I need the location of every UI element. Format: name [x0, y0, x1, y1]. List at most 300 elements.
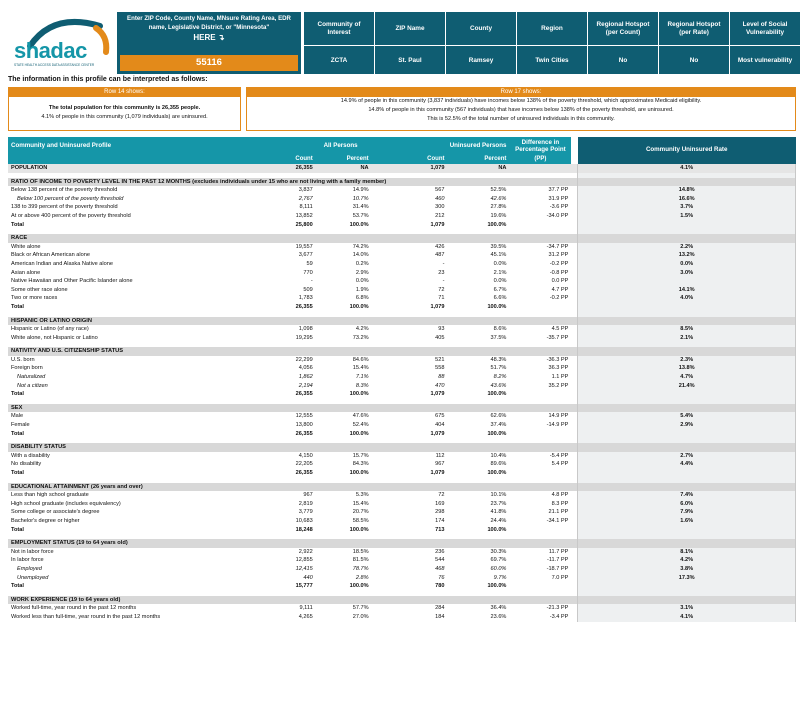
table-row — [8, 251, 796, 260]
table-row — [8, 277, 796, 286]
table-row — [8, 390, 796, 399]
count-cell: 26,355 — [295, 430, 313, 437]
row-label: With a disability — [11, 452, 50, 459]
percent-cell: 0.0% — [355, 278, 369, 285]
row17-line1: 14.9% of people in this community (3,837 individuals) have incomes below 138% of the poverty threshold, which approximates Medicaid eligibility. — [340, 98, 702, 104]
row-label: Asian alone — [11, 269, 41, 276]
uninsured-percent-cell: 62.6% — [490, 413, 507, 420]
rate-cell: 2.3% — [578, 356, 796, 365]
row-label: Less than high school graduate — [11, 492, 89, 499]
uninsured-count-cell: 468 — [435, 565, 445, 572]
uninsured-count-cell: 1,079 — [430, 391, 445, 398]
col-difference: Difference in Percentage Point — [509, 137, 571, 155]
header-col-value: No — [689, 56, 699, 64]
percent-cell: 4.2% — [355, 326, 369, 333]
header-col-value: ZCTA — [330, 56, 348, 64]
count-cell: 22,205 — [295, 461, 313, 468]
difference-cell: -11.7 PP — [547, 557, 569, 564]
rate-cell: 16.6% — [578, 195, 796, 204]
header-col-value: Ramsey — [468, 56, 494, 64]
row17-line2: 14.8% of people in this community (567 individuals) that have incomes below 138% of the poverty threshold, are uninsured. — [368, 107, 674, 113]
row-label: In labor force — [11, 557, 44, 564]
row-label: Male — [11, 413, 24, 420]
uninsured-percent-cell: 69.7% — [490, 557, 507, 564]
col-percent: Percent — [316, 155, 372, 164]
uninsured-count-cell: 72 — [438, 492, 445, 499]
table-row — [8, 526, 796, 535]
table-row — [8, 582, 796, 591]
rate-cell: 1.6% — [578, 517, 796, 526]
section-title: NATIVITY AND U.S. CITIZENSHIP STATUS — [8, 347, 571, 356]
count-cell: 13,800 — [295, 422, 313, 429]
table-row — [8, 604, 796, 613]
rate-cell: 3.0% — [578, 269, 796, 278]
col-all-persons: All Persons — [260, 137, 372, 155]
percent-cell: 5.3% — [355, 492, 369, 499]
row-label: American Indian and Alaska Native alone — [11, 260, 113, 267]
row17-line3: This is 52.5% of the total number of uninsured individuals in this community. — [427, 116, 615, 122]
uninsured-count-cell: 1,079 — [430, 470, 445, 476]
uninsured-count-cell: 967 — [435, 461, 445, 468]
count-cell: 3,779 — [298, 509, 313, 516]
row-label: Worked less than full-time, year round in the past 12 months — [11, 613, 161, 620]
percent-cell: 84.6% — [352, 356, 369, 363]
rate-cell — [578, 404, 796, 413]
uninsured-percent-cell: 45.1% — [490, 252, 507, 259]
row-label: Below 138 percent of the poverty threshold — [11, 187, 118, 194]
rate-cell: 4.7% — [578, 373, 796, 382]
difference-cell: -0.2 PP — [549, 260, 569, 267]
header-col-label: County — [446, 12, 516, 46]
table-row — [8, 508, 796, 517]
logo-text: shadac — [14, 38, 87, 63]
rate-cell: 3.8% — [578, 565, 796, 574]
percent-cell: 74.2% — [352, 243, 369, 250]
section-row — [8, 234, 796, 243]
section-title: WORK EXPERIENCE (19 to 64 years old) — [8, 596, 571, 605]
count-cell: 1,783 — [298, 295, 313, 302]
header-col-3 — [516, 12, 587, 74]
rate-cell — [578, 317, 796, 326]
count-cell: 3,677 — [298, 252, 313, 259]
uninsured-percent-cell: 6.7% — [493, 286, 507, 293]
row14-line1: The total population for this community is 26,355 people. — [48, 105, 201, 111]
uninsured-percent-cell: 41.8% — [490, 509, 507, 516]
count-cell: 15,777 — [295, 583, 313, 590]
header-col-label: Community of Interest — [304, 12, 374, 46]
count-cell: 12,855 — [295, 557, 313, 564]
uninsured-percent-cell: 19.6% — [490, 212, 507, 219]
difference-cell: -3.4 PP — [549, 613, 569, 620]
uninsured-count-cell: 93 — [438, 326, 445, 333]
row-label: U.S. born — [11, 356, 35, 363]
table-row — [8, 364, 796, 373]
percent-cell: 14.0% — [352, 252, 369, 259]
row-label: Female — [11, 422, 30, 429]
rate-cell — [578, 526, 796, 535]
uninsured-count-cell: 460 — [435, 195, 445, 202]
difference-cell — [509, 390, 571, 399]
difference-cell: -18.7 PP — [546, 565, 569, 572]
difference-cell — [509, 164, 571, 173]
percent-cell: 78.7% — [352, 565, 369, 572]
row-label: White alone, not Hispanic or Latino — [11, 334, 98, 341]
row-label: Some other race alone — [11, 286, 68, 293]
count-cell: 19,557 — [295, 243, 313, 250]
table-row — [8, 382, 796, 391]
count-cell: 1,862 — [298, 374, 313, 381]
difference-cell: 31.2 PP — [548, 252, 569, 259]
percent-cell: NA — [316, 164, 372, 173]
rate-cell — [578, 347, 796, 356]
count-cell: 4,056 — [298, 365, 313, 372]
table-row — [8, 556, 796, 565]
uninsured-percent-cell: 60.0% — [490, 565, 507, 572]
difference-cell: 0.0 PP — [551, 278, 569, 285]
rate-cell: 17.3% — [578, 574, 796, 583]
uninsured-percent-cell: 2.1% — [493, 269, 507, 276]
table-row — [8, 356, 796, 365]
difference-cell: -14.9 PP — [546, 422, 569, 429]
difference-cell: 4.5 PP — [551, 326, 569, 333]
difference-cell — [509, 430, 571, 439]
difference-cell: 37.7 PP — [548, 187, 569, 194]
arrow-down-icon: ↴ — [217, 33, 225, 42]
count-cell: 509 — [303, 286, 313, 293]
uninsured-count-cell: 236 — [435, 548, 445, 555]
profile-table — [8, 137, 796, 622]
difference-cell: -21.3 PP — [546, 605, 569, 612]
difference-cell — [509, 582, 571, 591]
col-count: Count — [260, 155, 316, 164]
row-label: White alone — [11, 243, 41, 250]
uninsured-count-cell: 72 — [438, 286, 445, 293]
percent-cell: 15.4% — [352, 365, 369, 372]
header-col-label: Level of Social Vulnerability — [730, 12, 800, 46]
rate-cell: 4.1% — [578, 613, 796, 622]
uninsured-percent-cell: NA — [448, 164, 510, 173]
table-row — [8, 452, 796, 461]
rate-cell: 14.8% — [578, 186, 796, 195]
rate-cell: 4.1% — [578, 164, 796, 173]
uninsured-percent-cell: 27.8% — [490, 204, 507, 211]
rate-cell — [578, 582, 796, 591]
uninsured-count-cell: 426 — [435, 243, 445, 250]
header-col-value: Twin Cities — [535, 56, 569, 64]
difference-cell: 21.1 PP — [548, 509, 569, 516]
count-cell: 770 — [303, 269, 313, 276]
rate-cell: 2.7% — [578, 452, 796, 461]
row-label: High school graduate (includes equivalency) — [11, 500, 121, 507]
section-row — [8, 178, 796, 187]
percent-cell: 7.1% — [355, 374, 369, 381]
row-label: POPULATION — [8, 164, 260, 173]
table-row — [8, 269, 796, 278]
percent-cell: 100.0% — [349, 430, 369, 437]
uninsured-percent-cell: 100.0% — [487, 391, 507, 398]
rate-cell: 21.4% — [578, 382, 796, 391]
table-row — [8, 164, 796, 173]
section-row — [8, 347, 796, 356]
table-row — [8, 517, 796, 526]
row14-explanation — [8, 87, 241, 131]
difference-cell: -5.4 PP — [549, 452, 569, 459]
profile-header — [0, 12, 800, 74]
uninsured-percent-cell: 23.6% — [490, 613, 507, 620]
percent-cell: 18.5% — [352, 548, 369, 555]
table-row — [8, 303, 796, 312]
uninsured-count-cell: 23 — [438, 269, 445, 276]
header-col-5 — [658, 12, 729, 74]
rate-cell — [578, 483, 796, 492]
row-label: Some college or associate's degree — [11, 509, 100, 516]
count-cell: 4,265 — [298, 613, 313, 620]
rate-cell — [578, 430, 796, 439]
table-row — [8, 460, 796, 469]
percent-cell: 31.4% — [352, 204, 369, 211]
table-row — [8, 334, 796, 343]
community-input[interactable]: 55116 — [120, 55, 298, 71]
row-label: 138 to 399 percent of the poverty threshold — [11, 204, 118, 211]
row-label: Below 100 percent of the poverty threshold — [17, 195, 124, 202]
uninsured-count-cell: 1,079 — [430, 303, 445, 310]
section-title: RATIO OF INCOME TO POVERTY LEVEL IN THE PAST 12 MONTHS (excludes individuals under 15 who are not living with a family member) — [8, 178, 571, 187]
row-label: Naturalized — [17, 374, 46, 381]
table-row — [8, 373, 796, 382]
uninsured-count-cell: 88 — [438, 374, 445, 381]
percent-cell: 27.0% — [352, 613, 369, 620]
difference-cell — [509, 221, 571, 230]
rate-cell: 2.1% — [578, 334, 796, 343]
count-cell: 12,555 — [295, 413, 313, 420]
uninsured-percent-cell: 0.0% — [493, 278, 507, 285]
uninsured-percent-cell: 8.2% — [493, 374, 507, 381]
rate-cell: 13.2% — [578, 251, 796, 260]
uninsured-percent-cell: 43.6% — [490, 382, 507, 389]
uninsured-percent-cell: 51.7% — [490, 365, 507, 372]
header-col-1 — [374, 12, 445, 74]
section-row — [8, 317, 796, 326]
uninsured-percent-cell: 37.4% — [490, 422, 507, 429]
rate-cell: 1.5% — [578, 212, 796, 221]
shadac-logo — [8, 12, 118, 74]
col-uninsured-count: Count — [372, 155, 448, 164]
percent-cell: 8.3% — [355, 382, 369, 389]
uninsured-count-cell: 558 — [435, 365, 445, 372]
percent-cell: 81.5% — [352, 557, 369, 564]
row-label: No disability — [11, 461, 42, 468]
row-label: Not a citizen — [17, 382, 48, 389]
count-cell: 59 — [306, 260, 313, 267]
row-label: Two or more races — [11, 295, 58, 302]
row-label: Total — [11, 526, 24, 533]
header-col-4 — [587, 12, 658, 74]
section-title: SEX — [8, 404, 571, 413]
here-text: HERE — [193, 33, 216, 42]
table-row — [8, 412, 796, 421]
header-col-6 — [729, 12, 800, 74]
row-label: Foreign born — [11, 365, 43, 372]
uninsured-count-cell: 212 — [435, 212, 445, 219]
difference-cell: -34.7 PP — [546, 243, 569, 250]
rate-cell — [578, 539, 796, 548]
uninsured-count-cell: 71 — [438, 295, 445, 302]
uninsured-count-cell: 184 — [435, 613, 445, 620]
rate-cell: 8.5% — [578, 325, 796, 334]
rate-cell: 6.0% — [578, 500, 796, 509]
difference-cell: -3.6 PP — [549, 204, 569, 211]
count-cell: 2,819 — [298, 500, 313, 507]
row-label: Total — [11, 221, 24, 228]
uninsured-percent-cell: 36.4% — [490, 605, 507, 612]
row-label: Employed — [17, 565, 42, 572]
section-row — [8, 443, 796, 452]
uninsured-percent-cell: 10.4% — [490, 452, 507, 459]
uninsured-percent-cell: 100.0% — [487, 583, 507, 590]
difference-cell: -0.2 PP — [549, 295, 569, 302]
row17-title: Row 17 shows: — [247, 88, 795, 97]
table-row — [8, 195, 796, 204]
row-label: Native Hawaiian and Other Pacific Islander alone — [11, 278, 133, 285]
uninsured-count-cell: 300 — [435, 204, 445, 211]
rate-cell — [578, 221, 796, 230]
section-title: EDUCATIONAL ATTAINMENT (26 years and over) — [8, 483, 571, 492]
uninsured-count-cell: 169 — [435, 500, 445, 507]
uninsured-count-cell: 76 — [438, 574, 445, 581]
uninsured-percent-cell: 9.7% — [493, 574, 507, 581]
difference-cell: -34.0 PP — [546, 212, 569, 219]
row-label: Unemployed — [17, 574, 49, 581]
count-cell: 26,355 — [295, 303, 313, 310]
uninsured-percent-cell: 0.0% — [493, 260, 507, 267]
row-label: Total — [11, 430, 24, 437]
col-uninsured-percent: Percent — [448, 155, 510, 164]
header-col-label: Regional Hotspot (per Count) — [588, 12, 658, 46]
percent-cell: 100.0% — [349, 391, 369, 398]
uninsured-count-cell: 780 — [435, 583, 445, 590]
percent-cell: 2.8% — [355, 574, 369, 581]
section-title: DISABILITY STATUS — [8, 443, 571, 452]
row14-line2: 4.1% of people in this community (1,079 individuals) are uninsured. — [41, 114, 208, 120]
uninsured-count-cell: 284 — [435, 605, 445, 612]
rate-cell: 4.0% — [578, 294, 796, 303]
table-row — [8, 574, 796, 583]
table-row — [8, 613, 796, 622]
uninsured-percent-cell: 100.0% — [487, 303, 507, 310]
rate-cell — [578, 596, 796, 605]
col-pp: (PP) — [509, 155, 571, 164]
difference-cell: 36.3 PP — [548, 365, 569, 372]
table-row — [8, 212, 796, 221]
uninsured-count-cell: 487 — [435, 252, 445, 259]
count-cell: 967 — [303, 492, 313, 499]
count-cell: 13,852 — [295, 212, 313, 219]
rate-cell — [578, 234, 796, 243]
rate-cell: 2.9% — [578, 421, 796, 430]
uninsured-percent-cell: 89.6% — [490, 461, 507, 468]
percent-cell: 10.7% — [352, 195, 369, 202]
row-label: Total — [11, 583, 24, 590]
table-row — [8, 286, 796, 295]
section-row — [8, 596, 796, 605]
count-cell: 2,767 — [298, 195, 313, 202]
percent-cell: 15.7% — [352, 452, 369, 459]
uninsured-percent-cell: 10.1% — [490, 492, 507, 499]
rate-cell — [578, 443, 796, 452]
logo-tagline: STATE HEALTH ACCESS DATA ASSISTANCE CENTER — [14, 63, 95, 67]
rate-cell — [578, 469, 796, 478]
rate-cell: 4.4% — [578, 460, 796, 469]
rate-cell: 7.4% — [578, 491, 796, 500]
count-cell: 22,299 — [295, 356, 313, 363]
uninsured-count-cell: 713 — [435, 526, 445, 533]
difference-cell: 31.9 PP — [548, 195, 569, 202]
uninsured-percent-cell: 100.0% — [487, 526, 507, 533]
rate-cell — [578, 277, 796, 286]
count-cell: 2,922 — [298, 548, 313, 555]
section-title: EMPLOYMENT STATUS (19 to 64 years old) — [8, 539, 571, 548]
table-row — [8, 325, 796, 334]
count-cell: 9,111 — [299, 605, 313, 612]
difference-cell: 14.9 PP — [548, 413, 569, 420]
header-col-0 — [303, 12, 374, 74]
percent-cell: 2.9% — [355, 269, 369, 276]
difference-cell: 35.2 PP — [548, 382, 569, 389]
count-cell: 1,098 — [298, 326, 313, 333]
percent-cell: 100.0% — [349, 526, 369, 533]
count-cell: 2,194 — [298, 382, 313, 389]
uninsured-count-cell: 405 — [435, 334, 445, 341]
table-row — [8, 221, 796, 230]
rate-cell: 14.1% — [578, 286, 796, 295]
count-cell: 8,111 — [299, 204, 313, 211]
row-label: Bachelor's degree or higher — [11, 517, 80, 524]
table-row — [8, 203, 796, 212]
difference-cell: 8.3 PP — [551, 500, 569, 507]
percent-cell: 47.6% — [352, 413, 369, 420]
row-label: Total — [11, 470, 24, 476]
uninsured-count-cell: 112 — [435, 452, 445, 459]
difference-cell: -36.3 PP — [546, 356, 569, 363]
header-col-2 — [445, 12, 516, 74]
count-cell: 25,800 — [295, 221, 313, 228]
uninsured-count-cell: 567 — [435, 187, 445, 194]
row-label: Black or African American alone — [11, 252, 90, 259]
difference-cell: 4.8 PP — [551, 492, 569, 499]
count-cell: 19,295 — [295, 334, 313, 341]
community-entry-panel — [117, 12, 301, 74]
uninsured-percent-cell: 37.5% — [490, 334, 507, 341]
table-row — [8, 491, 796, 500]
difference-cell — [509, 469, 571, 478]
percent-cell: 57.7% — [352, 605, 369, 612]
section-title: RACE — [8, 234, 571, 243]
uninsured-count-cell: 544 — [435, 557, 445, 564]
percent-cell: 100.0% — [349, 221, 369, 228]
rate-cell: 7.9% — [578, 508, 796, 517]
row17-explanation — [246, 87, 796, 131]
percent-cell: 6.8% — [355, 295, 369, 302]
rate-cell: 2.2% — [578, 243, 796, 252]
uninsured-count-cell: 1,079 — [372, 164, 448, 173]
uninsured-count-cell: 404 — [435, 422, 445, 429]
row-label: Worked full-time, year round in the past 12 months — [11, 605, 137, 612]
here-label — [117, 33, 301, 42]
percent-cell: 100.0% — [349, 470, 369, 476]
count-cell: 18,248 — [295, 526, 313, 533]
table-row — [8, 186, 796, 195]
difference-cell — [509, 526, 571, 535]
